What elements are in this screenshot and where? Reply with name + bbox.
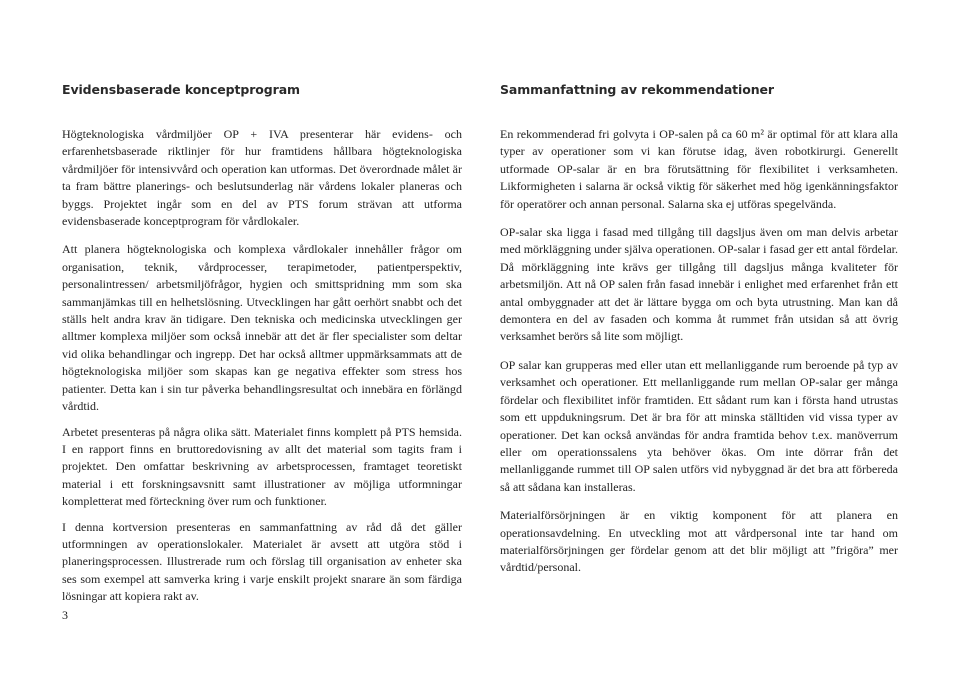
right-section-heading: Sammanfattning av rekommendationer: [500, 82, 774, 97]
right-paragraph-1: En rekommenderad fri golvyta i OP-salen på ca 60 m² är optimal för att klara alla typer av operationer som vi kan förutse idag, även robotkirurgi. Generellt utformade OP-salar är en bra förutsättning för flexibilitet i verksamheten. Likformigheten i salarna är också viktig för säkerhet med hög igenkänningsfaktor för operatörer och annan personal. Salarna ska ej utföras spegelvända.: [500, 127, 898, 211]
left-paragraph-1: Högteknologiska vårdmiljöer OP + IVA presenterar här evidens- och erfarenhetsbaserade riktlinjer för hur framtidens hållbara högteknologiska vårdmiljöer för intensivvård och operation kan utformas. Det överordnade målet är ta fram bättre planerings- och beslutsunderlag när vårdens lokaler planeras och byggs. Projektet ingår som en del av PTS forum strävan att utforma evidensbaserade konceptprogram för vårdlokaler.: [62, 127, 462, 229]
left-paragraph-4: I denna kortversion presenteras en sammanfattning av råd då det gäller utformningen av operationslokaler. Materialet är avsett att utgöra stöd i planeringsprocessen. Illustrerade rum och förslag till organisation av enheter ska ses som exempel att samverka kring i varje enskilt projekt snarare än som färdiga lösningar att kopiera rakt av.: [62, 519, 462, 604]
right-paragraph-4: Materialförsörjningen är en viktig komponent för att planera en operationsavdelning. En utveckling mot att vårdpersonal inte tar hand om materialförsörjningen ger fördelar genom att det blir möjligt att ”frigöra” mer vårdtid/personal.: [500, 508, 898, 575]
right-paragraph-3: OP salar kan grupperas med eller utan ett mellanliggande rum beroende på typ av verksamhet och operationer. Ett mellanliggande rum mellan OP-salar ger många fördelar och flexibilitet inför framtiden. Ett sådant rum kan i första hand utrustas som ett uppdukningsrum. Det är bra för att minska ställtiden vid vissa typer av operationer. Det kan också användas för andra framtida behov t.ex. manöverrum eller om operationssalens yta behöver ökas. Om inte dörrar från det mellanliggande rummet till OP salen utförs vid nybyggnad är det bra att förbereda så att sådana kan installeras.: [500, 357, 898, 494]
right-paragraph-2: OP-salar ska ligga i fasad med tillgång till dagsljus även om man delvis arbetar med mörkläggning under själva operationen. OP-salar i fasad ger ett antal fördelar. Då mörkläggning inte krävs ger tillgång till dagsljus många kvaliteter för arbetsmiljön. Att nå OP salen från fasad innebär i enlighet med erfarenhet från ett antal ombyggnader att det är lättare bygga om och byta utrustning. Man kan då demontera en del av fasaden och komma åt rummet från utsidan så att övrig verksamhet berörs så lite som möjligt.: [500, 225, 898, 344]
right-text-column: [500, 126, 898, 585]
left-text-column: [62, 126, 462, 614]
left-paragraph-2: Att planera högteknologiska och komplexa vårdlokaler innehåller frågor om organisation, teknik, vårdprocesser, terapimetoder, patientperspektiv, personalintressen/ arbetsmiljöfrågor, hygien och smittspridning mm som ska sammanjämkas till en helhetslösning. Utvecklingen har gått oerhört snabbt och det ställs helt andra krav än tidigare. Den tekniska och medicinska utvecklingen ger alltmer komplexa miljöer som också innebär att det är fler specialister som deltar vid olika behandlingar och ingrepp. Det har också alltmer uppmärksammats att de högteknologiska miljöer som skapas kan ge negativa effekter som stress hos patienter. Detta kan i sin tur påverka behandlingsresultat och innebära en förlängd vårdtid.: [62, 242, 462, 414]
left-paragraph-3: Arbetet presenteras på några olika sätt. Materialet finns komplett på PTS hemsida. I en rapport finns en bruttoredovisning av allt det material som tagits fram i projektet. Den omfattar beskrivning av arbetsprocessen, framtaget teoretiskt material i ett forskningsavsnitt samt illustrationer av möjliga utformningar kompletterat med förteckning över rum och funktioner.: [62, 424, 462, 509]
page-number: 3: [62, 608, 68, 622]
left-section-heading: Evidensbaserade konceptprogram: [62, 82, 300, 97]
